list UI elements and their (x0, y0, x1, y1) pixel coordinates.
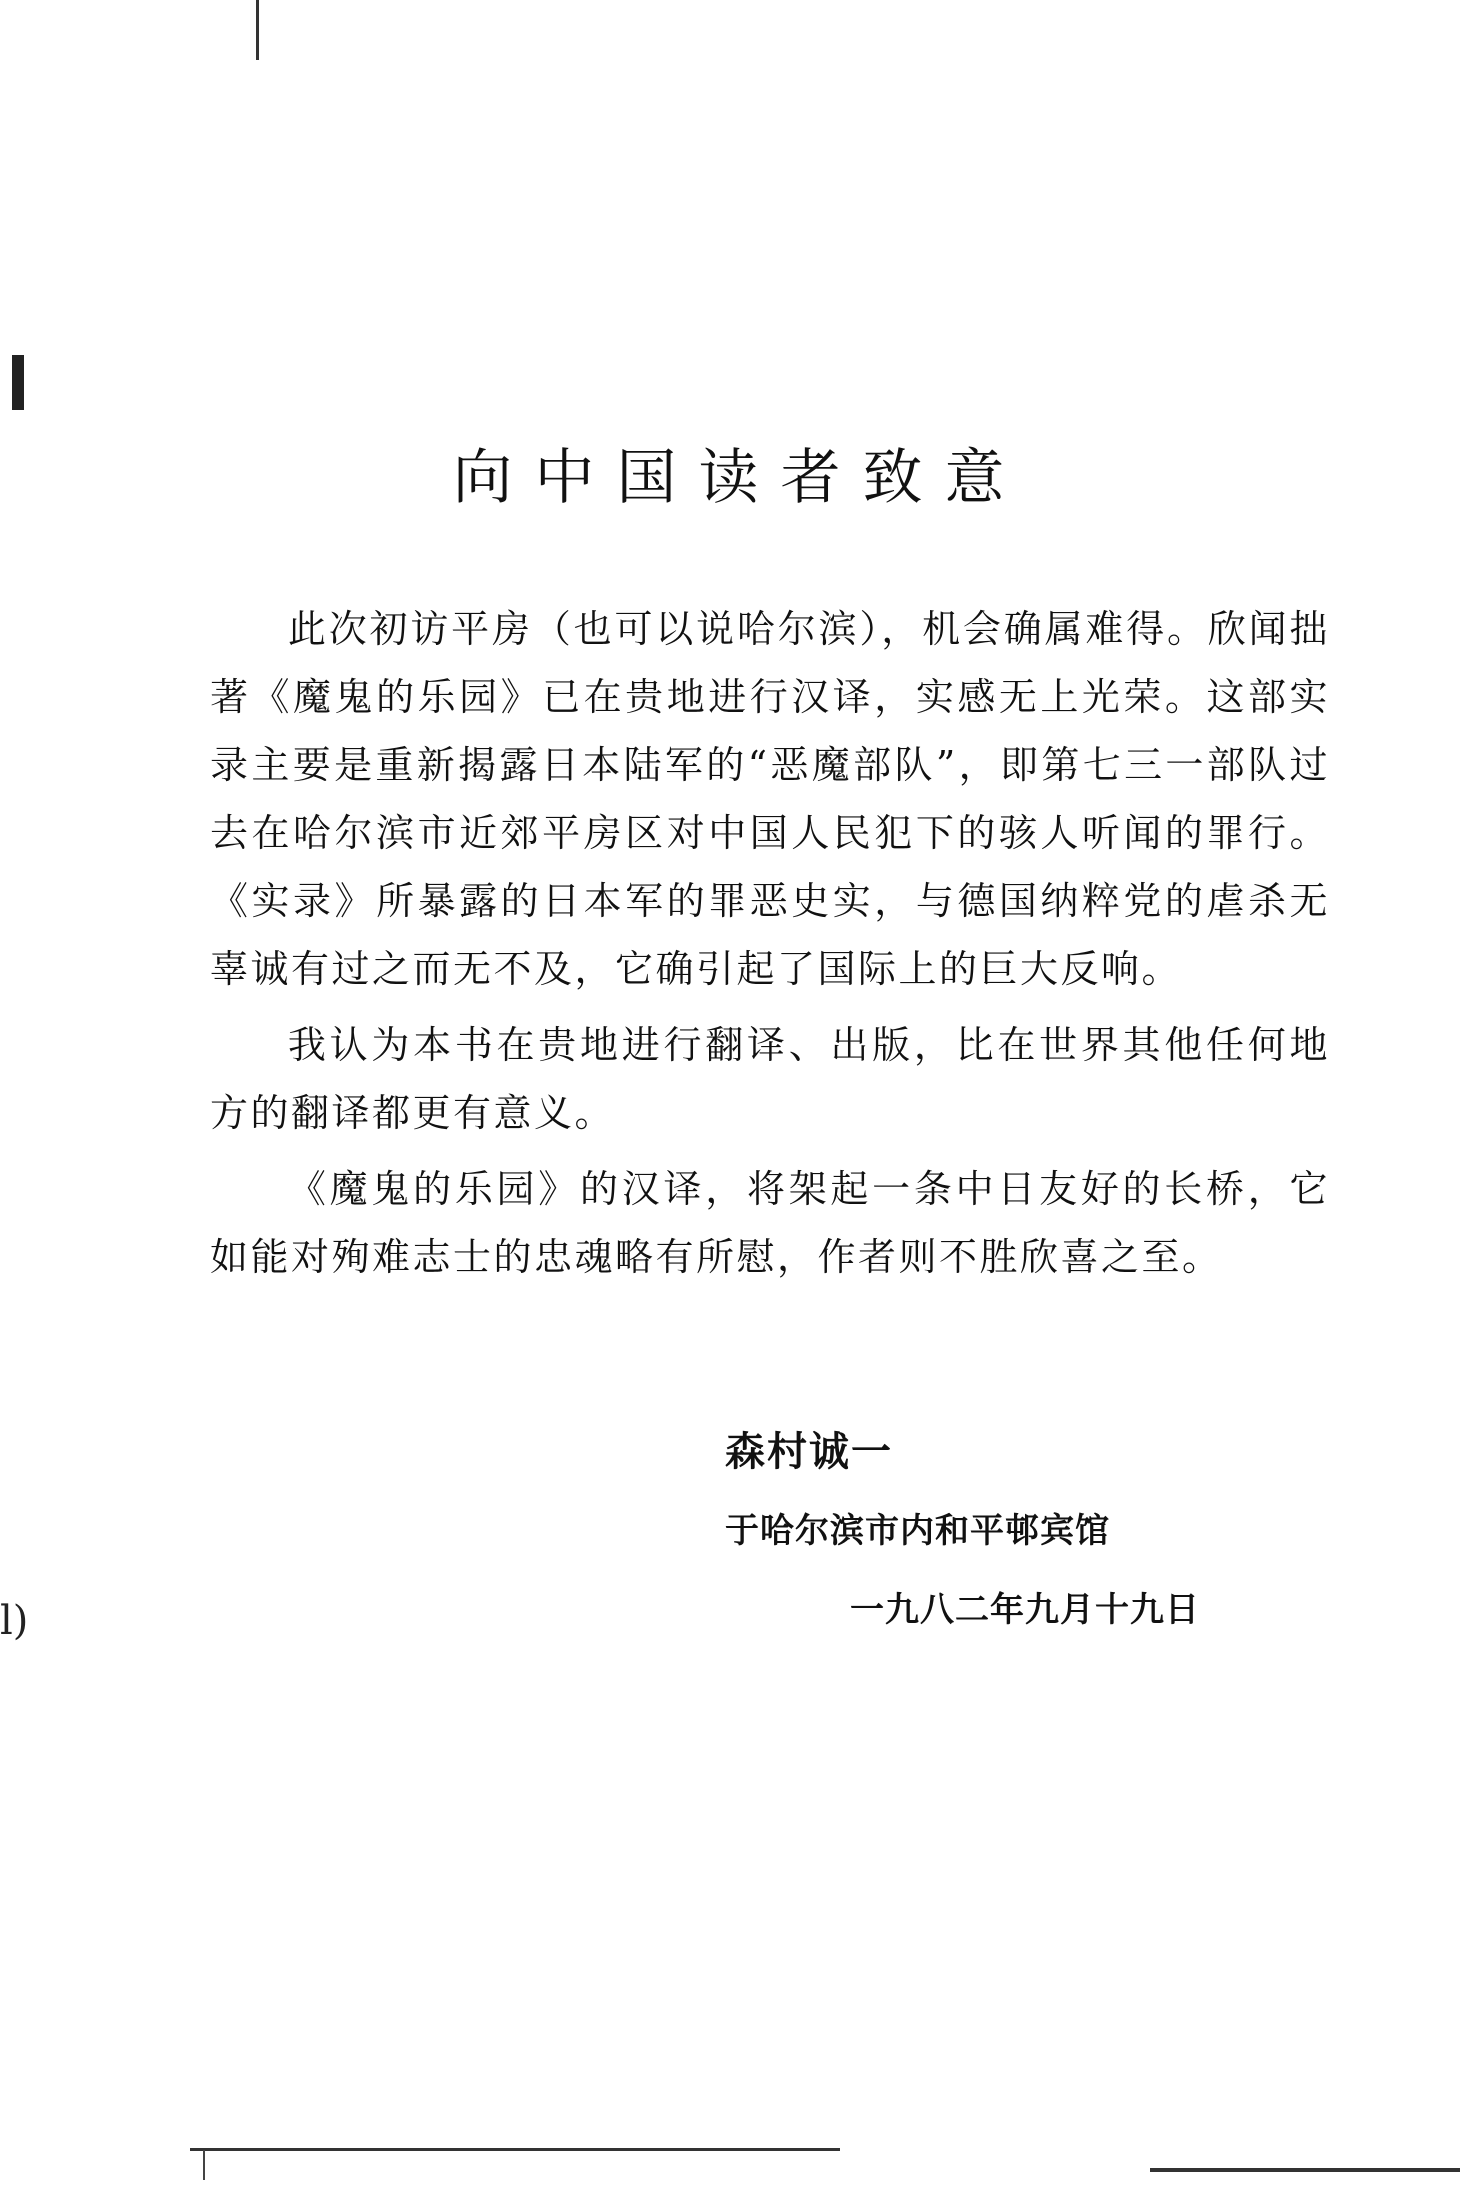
scan-line-bottom-right (1150, 2168, 1460, 2172)
scan-mark-left (12, 355, 24, 410)
scan-mark-top (256, 0, 259, 60)
signature-date: 一九八二年九月十九日 (850, 1590, 1200, 1630)
author-name: 森村诚一 (725, 1429, 893, 1475)
scan-tick-bottom (203, 2150, 205, 2180)
signature-block (725, 1420, 1325, 1631)
scan-mark-paren: l) (0, 1598, 29, 1644)
signature-place: 于哈尔滨市内和平邨宾馆 (725, 1511, 1110, 1551)
letter-body (210, 595, 1330, 1299)
paragraph-1: 此次初访平房（也可以说哈尔滨），机会确属难得。欣闻拙著《魔鬼的乐园》已在贵地进行汉译，实感无上光荣。这部实录主要是重新揭露日本陆军的“恶魔部队”，即第七三一部队过去在哈尔滨市近郊平房区对中国人民犯下的骇人听闻的罪行。《实录》所暴露的日本军的罪恶史实，与德国纳粹党的虐杀无辜诚有过之而无不及，它确引起了国际上的巨大反响。 (210, 607, 1330, 991)
page-title: 向中国读者致意 (452, 443, 1027, 513)
paragraph-2: 我认为本书在贵地进行翻译、出版，比在世界其他任何地方的翻译都更有意义。 (210, 1023, 1330, 1135)
paragraph-3: 《魔鬼的乐园》的汉译，将架起一条中日友好的长桥，它如能对殉难志士的忠魂略有所慰，作者则不胜欣喜之至。 (210, 1167, 1330, 1279)
scan-line-bottom-left (190, 2148, 840, 2151)
